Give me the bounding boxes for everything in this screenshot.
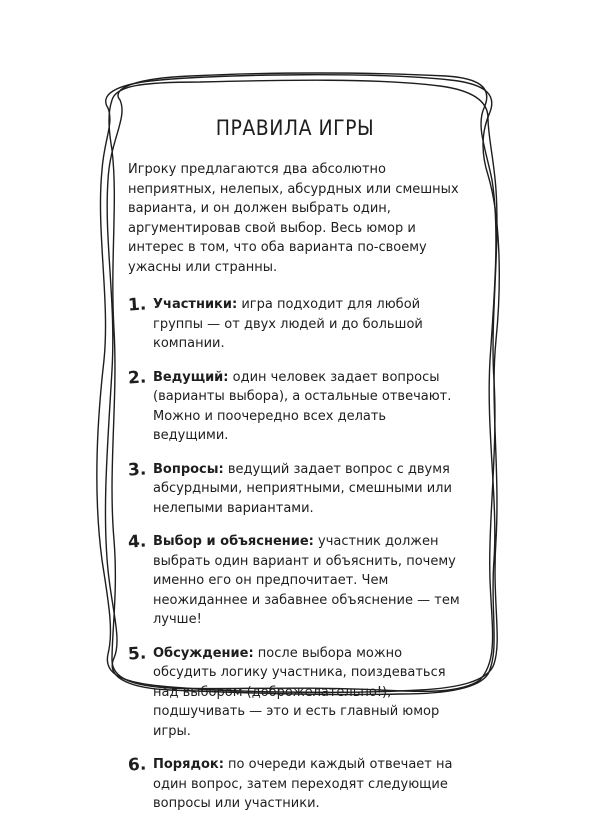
rule-text: игра подходит для любой группы — от двух людей и до большой компании. (153, 297, 423, 351)
rule-term: Вопросы: (153, 461, 224, 477)
rule-text: один человек задает вопросы (варианты выбора), а остальные отвечают. Можно и поочередно всех делать ведущими. (153, 369, 452, 443)
rule-number: 4. (127, 531, 147, 553)
page-title: ПРАВИЛА ИГРЫ (215, 116, 375, 140)
rule-term: Обсуждение: (153, 645, 254, 661)
rule-number: 6. (127, 754, 147, 776)
rule-item (128, 644, 462, 742)
rule-item (128, 532, 462, 630)
rule-term: Выбор и объяснение: (153, 534, 314, 549)
rule-item (128, 368, 462, 446)
rule-number: 3. (127, 458, 147, 481)
rules-list (128, 295, 462, 814)
rule-number: 1. (127, 294, 147, 316)
rule-number: 5. (127, 642, 147, 665)
rule-term: Ведущий: (153, 369, 229, 385)
rule-term: Порядок: (153, 757, 224, 772)
intro-paragraph: Игроку предлагаются два абсолютно неприятных, нелепых, абсурдных или смешных варианта, и он должен выбрать один, аргументировав свой выбор. Весь юмор и интерес в том, что оба варианта по-своему ужасны или странны. (128, 162, 459, 275)
rule-term: Участники: (153, 297, 238, 312)
rules-card (128, 108, 462, 828)
rule-item (128, 460, 462, 519)
rule-text: ведущий задает вопрос с двумя абсурдными, неприятными, смешными или нелепыми вариантами. (153, 461, 452, 516)
rule-text: по очереди каждый отвечает на один вопрос, затем переходят следующие вопросы или участники. (153, 757, 453, 811)
rule-number: 2. (127, 366, 147, 389)
rule-text: участник должен выбрать один вариант и объяснить, почему именно его он предпочитает. Чем неожиданнее и забавнее объяснение — тем лучше! (153, 534, 460, 627)
rule-item (128, 755, 462, 814)
rule-text: после выбора можно обсудить логику участника, поиздеваться над выбором (доброжелательно!), подшучивать — это и есть главный юмор игры. (153, 645, 446, 739)
rule-item (128, 295, 462, 354)
